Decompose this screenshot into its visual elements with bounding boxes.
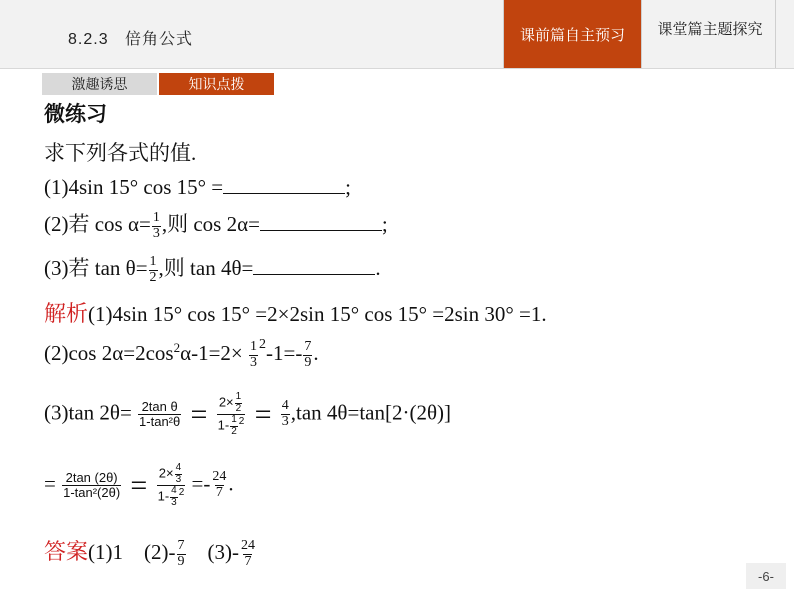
den-square: 2 <box>238 416 245 428</box>
page-number: -6- <box>746 563 786 589</box>
fraction <box>152 211 161 241</box>
section-title <box>68 26 193 49</box>
solution-line-1 <box>44 297 547 328</box>
frac-den: 2 <box>235 402 242 414</box>
q1-end: ; <box>345 175 351 199</box>
sol4-res-pre: =- <box>191 471 211 496</box>
sol2-pre: (2)cos 2α=2cos <box>44 341 174 365</box>
solution-label: 解析 <box>44 301 89 326</box>
frac-num: 2tan θ <box>141 399 178 415</box>
frac-num: 4 <box>281 398 289 414</box>
tab-preview[interactable]: 课前篇自主预习 <box>504 0 641 68</box>
answer-label: 答案 <box>44 539 89 564</box>
sol4-pre: = <box>44 471 56 496</box>
frac-den: 3 <box>152 225 160 241</box>
fraction <box>235 392 243 414</box>
frac-num <box>218 392 244 414</box>
equals-sign: = <box>254 397 272 431</box>
frac-num: 4 <box>175 462 182 473</box>
q2-post: ,则 cos 2α= <box>161 212 260 236</box>
frac-num: 1 <box>250 339 258 354</box>
equals-sign: = <box>190 397 208 431</box>
frac-den: 3 <box>175 473 182 485</box>
frac-den: 7 <box>244 553 252 569</box>
section-name: 倍角公式 <box>124 31 193 48</box>
frac-den: 3 <box>250 354 258 370</box>
fraction <box>170 486 178 508</box>
fraction <box>211 470 227 500</box>
frac-num: 1 <box>235 391 242 402</box>
sol2-tail: -1=- <box>266 341 303 365</box>
prompt-text: 求下列各式的值. <box>44 141 197 165</box>
den-square: 2 <box>178 487 185 499</box>
frac-den <box>157 485 186 508</box>
frac-den: 7 <box>215 485 223 500</box>
answer-blank <box>223 175 345 194</box>
num-pre: 2× <box>158 465 174 481</box>
solution-line-4 <box>44 463 234 508</box>
sol2-sup: 2 <box>173 340 181 355</box>
q1-text: (1)4sin 15° cos 15° = <box>44 175 224 199</box>
frac-num: 2tan (2θ) <box>65 470 118 486</box>
num-pre: 2× <box>218 394 234 410</box>
equals-sign: = <box>130 468 148 502</box>
exercise-heading: 微练习 <box>44 103 107 126</box>
fraction <box>303 340 312 370</box>
header-divider <box>775 0 776 68</box>
sol4-end: . <box>228 471 234 496</box>
answer-blank <box>253 256 375 275</box>
frac-den: 3 <box>171 496 177 508</box>
question-2 <box>44 208 388 241</box>
frac-den: 2 <box>231 425 237 437</box>
fraction <box>240 539 256 569</box>
tab-explore[interactable]: 课堂篇主题探究 <box>657 21 763 38</box>
subtab-motivation[interactable]: 激趣诱思 <box>42 73 157 95</box>
frac-den: 9 <box>304 354 312 370</box>
fraction <box>281 399 290 429</box>
subtab-knowledge[interactable]: 知识点拨 <box>159 73 274 95</box>
frac-den: 1-tan²θ <box>139 414 181 429</box>
frac-den: 3 <box>281 414 289 429</box>
frac-num: 1 <box>231 414 237 425</box>
section-number: 8.2.3 <box>68 31 109 48</box>
frac-den: 9 <box>177 553 185 569</box>
fraction <box>138 400 181 428</box>
sol2-mid: α-1=2× <box>180 341 243 365</box>
fraction <box>217 392 246 437</box>
frac-den: 2 <box>149 269 157 285</box>
fraction <box>157 463 186 508</box>
answer-1: (1)1 <box>88 540 124 564</box>
q2-pre: (2)若 cos α= <box>44 212 151 236</box>
solution-1: (1)4sin 15° cos 15° =2×2sin 15° cos 15° =2sin 30° =1. <box>88 302 547 326</box>
fraction <box>249 340 258 370</box>
question-3 <box>44 252 381 285</box>
solution-line-3 <box>44 392 451 437</box>
answer-2-pre: (2)- <box>144 540 176 564</box>
frac-num: 24 <box>240 538 255 553</box>
frac-num: 24 <box>212 469 227 485</box>
sol2-end: . <box>313 341 319 365</box>
frac-num: 7 <box>304 339 312 354</box>
fraction <box>175 463 183 485</box>
q3-pre: (3)若 tan θ= <box>44 256 148 280</box>
q3-end: . <box>375 256 381 280</box>
solution-line-2 <box>44 337 319 370</box>
fraction <box>62 471 121 499</box>
sol3-pre: (3)tan 2θ= <box>44 400 132 425</box>
answer-blank <box>260 212 382 231</box>
frac-den <box>217 414 246 437</box>
frac-num <box>158 463 184 485</box>
frac-num: 1 <box>152 210 160 225</box>
fraction <box>177 539 186 569</box>
q2-end: ; <box>381 212 388 236</box>
fraction <box>149 255 158 285</box>
q3-post: ,则 tan 4θ= <box>158 256 254 280</box>
question-1 <box>44 175 351 200</box>
frac-num: 1 <box>149 254 157 269</box>
answer-line <box>44 535 257 569</box>
den-pre: 1- <box>217 417 230 433</box>
frac-den: 1-tan²(2θ) <box>63 485 121 500</box>
answer-3-pre: (3)- <box>207 540 239 564</box>
frac-num: 7 <box>177 538 185 553</box>
header-divider <box>641 0 642 68</box>
frac-num: 4 <box>171 485 177 496</box>
fraction <box>230 415 238 437</box>
sol2-square: 2 <box>259 337 267 352</box>
den-pre: 1- <box>157 488 170 504</box>
sol3-post: ,tan 4θ=tan[2·(2θ)] <box>290 400 452 425</box>
